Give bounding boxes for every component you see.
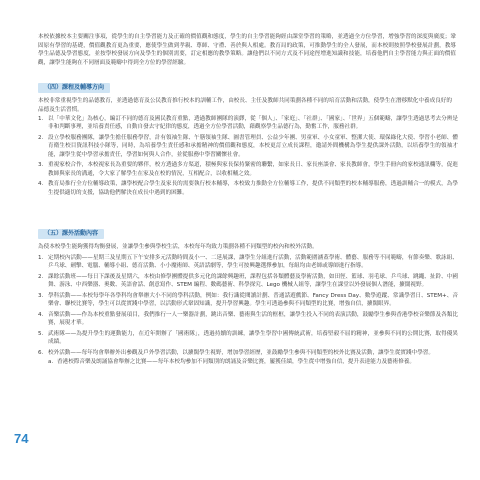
activities-list [38, 254, 458, 369]
list-item [38, 330, 458, 347]
item-text: 課餘活動班——每日下課後及星期六，本校由修學團體提供多元化的課餘興趣班，課程包括各類體藝及學術活動，如田徑、籃球、羽毛球、乒乓球、跳繩、扯鈴、中國舞、游泳、中西樂器、奧數、英語會話、創意寫作、STEM 編程、數碼藝術、科學探究、Lego 機械人組等，讓學生在課堂以外發展個人潛能，擴闊視野。 [48, 274, 458, 289]
item-text: 音樂活動——作為本校重點發展項目，我們推行一人一樂器計劃，跳出音樂、藝術與生活的框框，讓學生投入不同的表演活動，鼓勵學生參與香港學校音樂節及各類比賽，展現才華。 [48, 312, 458, 327]
section-activities-intro: 為使本校學生能夠獲得均衡發展，並讓學生參與學校生活，本校每年均致力策劃各種不同類型的校內和校外活動。 [38, 244, 318, 250]
item-number: 5. [38, 331, 44, 337]
section-guidance-intro: 本校非常重視學生的品德教育，並透過德育及公民教育推行校本的訓輔工作，由校長、主任及教師共同策劃各種不同的培育活動和活動，使學生在潛移默化中養成良好的品德及生活習慣。 [38, 98, 452, 113]
list-item [38, 115, 458, 132]
list-item [38, 311, 458, 328]
item-number: 4. [38, 312, 44, 318]
section-heading-guidance: （四）課程及輔導方向 [38, 83, 110, 93]
item-text: 學科活動——本校每學年各學科均會舉辦大小不同的學科活動，例如：我行識從閱讀計劃、普通話遊戲節、Fancy Dress Day、數學遊蹤、常識學習日、STEM+、音樂會、聯校比賽等，學生可以從實踐中學習，以活動形式鞏固知識，提升學習興趣。學生可透過參與不同類型的比賽，增強自信，擴闊眼界。 [48, 293, 458, 308]
list-item [38, 161, 458, 178]
list-item [38, 134, 458, 159]
item-number: 3. [38, 293, 44, 299]
item-number: 2. [38, 274, 44, 280]
sub-item [48, 358, 458, 366]
sub-item-letter: a. [48, 359, 54, 366]
list-item [38, 349, 458, 367]
item-text: 武術隊——為提升學生的運動能力，在近年開辦了「國術隊」，透過持續的訓練，讓學生學習中國傳統武術，培養堅毅不屈的精神，並參與不同的公開比賽，取得優異成績。 [48, 331, 458, 346]
sub-item-text: 香港校際音樂及朗誦協會舉辦之比賽——每年本校均參加不同類別的朗誦及音樂比賽，屢獲佳績，學生從中增強自信，提升表達能力及藝術修養。 [57, 359, 416, 366]
list-item [38, 254, 458, 271]
item-number: 4. [38, 181, 44, 188]
page-number: 74 [14, 431, 29, 446]
item-text: 校外活動——每年均會舉辦外出參觀及戶外學習活動，以擴闊學生視野，增加學習經歷，並鼓勵學生參與不同類型的校外比賽及活動，讓學生從實踐中學習。 [48, 350, 434, 356]
item-text: 重視家校合作，本校視家長為重要的夥伴，校方透過多方渠道，積極與家長保持緊密的聯繫，如家長日、家長座談會、家長教師會，學生手冊內的家校通訊欄等，促進教師與家長的溝通，令大家了解學生在家及在校的情況，互相配合，以收相輔之效。 [48, 162, 458, 177]
intro-paragraph: 本校依據校本主要關注事項，從學生的自主學習能力及正確的價值觀和態度，學生的自主學習能夠經由課堂學習的策略，並透過全方位學習，增強學習的深度與廣度；鞏固原有學習的基礎，價值觀教育更為重要，應使學生做到孝親、尊師、守禮、善於與人相處。教育局的政策，可推動學生的全人發展，而本校則按照學校發展計劃，教導學生品德及學習態度，並按學校發展方向及學生的個別需要，訂定相應的教學策略。讓他們以不同方式及不同途徑增進知識和技能，培養他們自主學習能力與正面的價值觀，讓學生能夠在不同層面及範疇中得到全方位的學習經驗。 [38, 34, 456, 66]
list-item [38, 180, 458, 197]
item-number: 3. [38, 162, 44, 169]
list-item [38, 273, 458, 290]
item-number: 6. [38, 350, 44, 356]
section-heading-activities: （五）課外活動內容 [38, 229, 104, 239]
item-text: 定期校內活動——星期三及星期五下午安排多元活動時間及小一、二延展課，讓學生分組進行活動，活動範圍涵蓋學術、體藝、服務等不同範疇，有節奏樂、歌詠組、乒乓球、劍擊、電腦、輔導小組、德育活動、小小魔術師、英語話劇等，學生可按興趣選擇參加，每組均由老師或導師進行指導。 [48, 255, 458, 270]
item-number: 1. [38, 255, 44, 261]
item-text: 以「中華文化」為核心，編訂不同的德育及國民教育重點，透過教師團隊的演繹，從「個人」、「家庭」、「社群」、「國家」、「世界」五個範疇，讓學生透過思考去分辨是非和判斷事理，並培養責任感，自動自發去守紀律的態度，透過全方位學習活動，藉觀察學生品德行為，勤奮工作，服務社群。 [48, 116, 458, 131]
item-text: 教育局推行全方位輔導政策，讓學校配合學生及家長的需要執行校本輔導，本校致力推動全方位輔導工作，提供不同類型的校本輔導服務，透過訓輔合一的模式，為學生提供適切的支援，協助他們解決在成長中遇到的困難。 [48, 181, 458, 196]
item-text: 設立學校服務團隊，讓學生擔任服務學習，計有領袖生隊、午膳領袖生隊、圖書管理員、公益少年團、男童軍、小女童軍、整潔大使、環保綠化大使、學習小老師、體育衛生校目資訊科技小隊等，同時，為培養學生責任感和承擔精神的價值觀和態度，本校更訂立成長課程，邀請外間機構為學生提供課外活動，以培養學生的領袖才能，讓學生從中學習承擔責任，學習如何與人合作，並從服務中學習關懷社會。 [48, 135, 458, 158]
guidance-list [38, 115, 458, 199]
item-number: 2. [38, 135, 44, 141]
list-item [38, 292, 458, 309]
item-number: 1. [38, 116, 44, 122]
